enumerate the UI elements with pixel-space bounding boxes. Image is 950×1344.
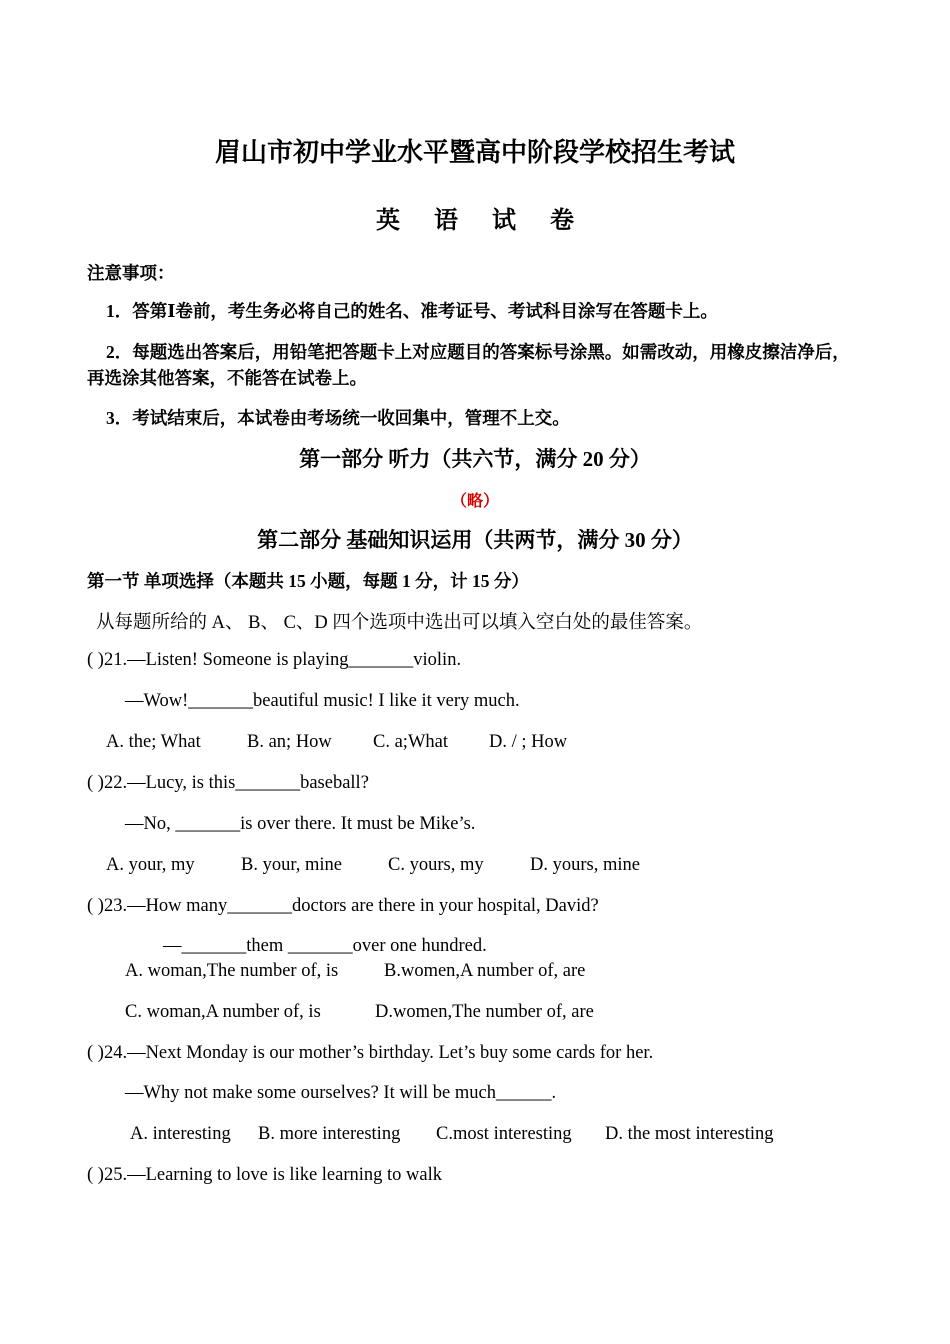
note-item-1: 1．答第Ⅰ卷前，考生务必将自己的姓名、准考证号、考试科目涂写在答题卡上。	[106, 301, 718, 321]
question-24-stem: ( )24.—Next Monday is our mother’s birthday. Let’s buy some cards for her.	[87, 1043, 654, 1063]
question-23-option-b: B.women,A number of, are	[384, 961, 586, 981]
question-22-option-a: A. your, my	[106, 855, 195, 875]
exam-title: 眉山市初中学业水平暨高中阶段学校招生考试	[214, 138, 735, 167]
question-23-stem: ( )23.—How many_______doctors are there in your hospital, David?	[87, 896, 599, 916]
question-22-stem: ( )22.—Lucy, is this_______baseball?	[87, 773, 369, 793]
question-21-option-c: C. a;What	[373, 732, 449, 752]
question-21-option-a: A. the; What	[106, 732, 201, 752]
notes-label: 注意事项：	[87, 263, 175, 283]
section1-heading: 第一节 单项选择（本题共 15 小题，每题 1 分，计 15 分）	[87, 571, 529, 591]
question-22-reply: —No, _______is over there. It must be Mike’s.	[125, 814, 476, 834]
question-24-option-b: B. more interesting	[258, 1124, 401, 1144]
question-22-option-c: C. yours, my	[388, 855, 484, 875]
question-21-reply: —Wow!_______beautiful music! I like it very much.	[125, 691, 520, 711]
section1-instruction: 从每题所给的 A、 B、 C、D 四个选项中选出可以填入空白处的最佳答案。	[96, 613, 703, 633]
note-item-2: 2．每题选出答案后，用铅笔把答题卡上对应题目的答案标号涂黑。如需改动，用橡皮擦洁净后，再选涂其他答案，不能答在试卷上。	[87, 342, 850, 388]
exam-subtitle: 英 语 试 卷	[376, 208, 588, 234]
question-21-option-d: D. / ; How	[489, 732, 568, 752]
question-21-stem: ( )21.—Listen! Someone is playing_______violin.	[87, 650, 462, 670]
question-23-reply: —_______them _______over one hundred.	[163, 936, 487, 956]
question-25-stem: ( )25.—Learning to love is like learning to walk	[87, 1165, 443, 1185]
question-22-option-d: D. yours, mine	[530, 855, 640, 875]
part1-heading: 第一部分 听力（共六节，满分 20 分）	[299, 447, 651, 471]
question-24-option-c: C.most interesting	[436, 1124, 572, 1144]
part1-omitted: （略）	[450, 493, 499, 510]
question-24-option-a: A. interesting	[130, 1124, 231, 1144]
question-23-option-a: A. woman,The number of, is	[125, 961, 339, 981]
part2-heading: 第二部分 基础知识运用（共两节，满分 30 分）	[257, 528, 693, 552]
note-item-3: 3．考试结束后，本试卷由考场统一收回集中，管理不上交。	[106, 408, 570, 428]
question-24-reply: —Why not make some ourselves? It will be much______.	[125, 1083, 557, 1103]
question-21-option-b: B. an; How	[247, 732, 332, 752]
question-22-option-b: B. your, mine	[241, 855, 343, 875]
question-23-option-d: D.women,The number of, are	[375, 1002, 594, 1022]
question-24-option-d: D. the most interesting	[605, 1124, 774, 1144]
question-23-option-c: C. woman,A number of, is	[125, 1002, 321, 1022]
